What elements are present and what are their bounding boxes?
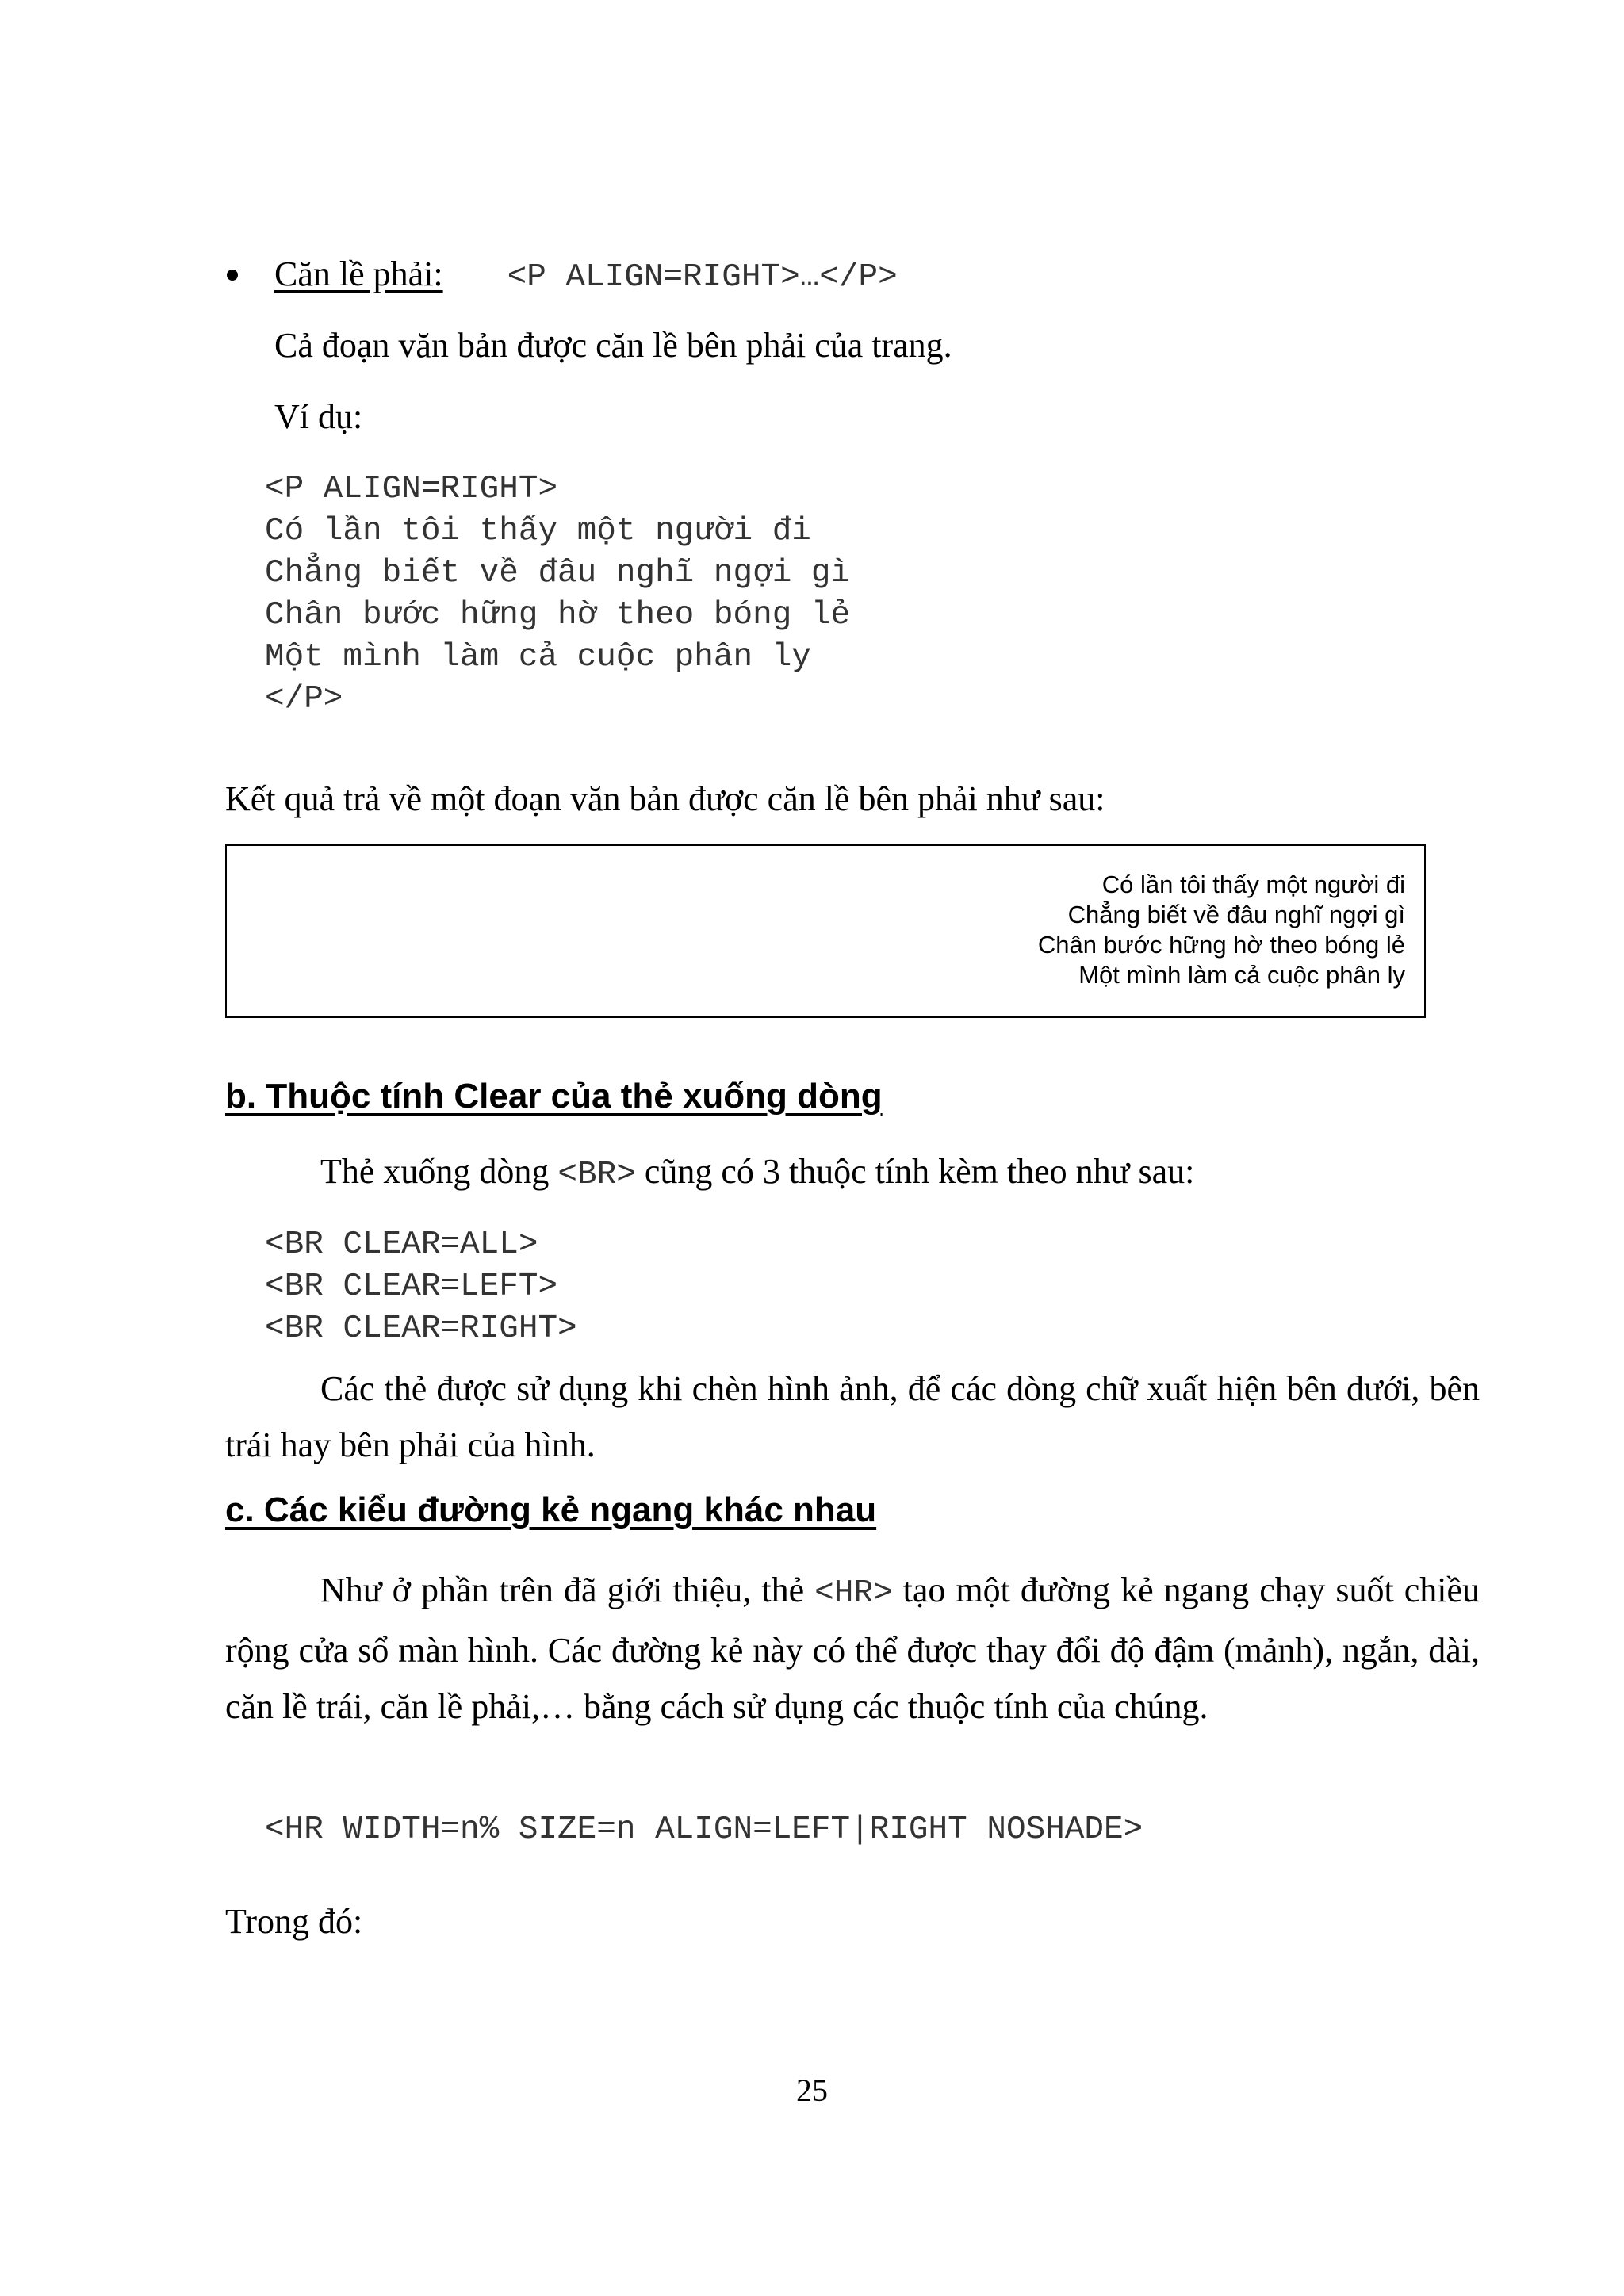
result-line: Chẳng biết về đâu nghĩ ngợi gì: [1067, 901, 1405, 928]
hr-tag: <HR>: [814, 1575, 893, 1612]
section-b-explanation: [225, 1360, 1480, 1473]
code-line: <BR CLEAR=ALL>: [265, 1226, 538, 1263]
section-b-explanation-text: Các thẻ được sử dụng khi chèn hình ảnh, để các dòng chữ xuất hiện bên dưới, bên trái hay bên phải của hình.: [225, 1369, 1480, 1464]
br-tag: <BR>: [557, 1157, 636, 1193]
where-label: Trong đó:: [225, 1902, 363, 1941]
right-align-description: Cả đoạn văn bản được căn lề bên phải của trang.: [274, 326, 952, 365]
right-align-tag: <P ALIGN=RIGHT>…</P>: [507, 259, 898, 296]
section-c-text-end: tạo một đường kẻ ngang chạy suốt chiều rộng cửa sổ màn hình. Các đường kẻ này có thể được thay đổi độ đậm (mảnh), ngắn, dài, căn lề trái, căn lề phải,… bằng cách sử dụng các thuộc tính của chúng.: [225, 1571, 1480, 1726]
code-line: <BR CLEAR=RIGHT>: [265, 1311, 577, 1347]
bullet-point: [227, 270, 238, 281]
example-label: Ví dụ:: [274, 397, 363, 436]
br-clear-code: [265, 1224, 577, 1350]
right-align-label: Căn lề phải:: [274, 254, 443, 293]
section-c-paragraph: [225, 1562, 1480, 1735]
result-line: Một mình làm cả cuộc phân ly: [1078, 961, 1405, 989]
code-line: <BR CLEAR=LEFT>: [265, 1269, 558, 1305]
section-b-intro-text-end: cũng có 3 thuộc tính kèm theo như sau:: [635, 1152, 1195, 1191]
code-line: <HR WIDTH=n% SIZE=n ALIGN=LEFT|RIGHT NOSHADE>: [265, 1812, 1143, 1848]
result-preview-text: [1038, 870, 1405, 990]
code-line: <P ALIGN=RIGHT>: [265, 471, 558, 507]
right-align-code-example: [265, 469, 850, 721]
right-align-line: [274, 254, 898, 297]
section-b-intro: [320, 1151, 1194, 1195]
result-preview-box: [225, 844, 1426, 1018]
section-b-heading: b. Thuộc tính Clear của thẻ xuống dòng: [225, 1077, 883, 1115]
page-number: 25: [796, 2072, 828, 2108]
result-intro: Kết quả trả về một đoạn văn bản được căn lề bên phải như sau:: [225, 779, 1105, 818]
section-b-intro-text: Thẻ xuống dòng: [320, 1152, 558, 1191]
code-line: Chẳng biết về đâu nghĩ ngợi gì: [265, 555, 851, 591]
hr-syntax: [265, 1809, 1143, 1851]
section-c-heading: c. Các kiểu đường kẻ ngang khác nhau: [225, 1490, 877, 1529]
code-line: Chân bước hững hờ theo bóng lẻ: [265, 597, 851, 633]
result-line: Chân bước hững hờ theo bóng lẻ: [1037, 931, 1405, 959]
section-c-text: Như ở phần trên đã giới thiệu, thẻ: [320, 1571, 815, 1609]
code-line: Một mình làm cả cuộc phân ly: [265, 639, 811, 675]
result-line: Có lần tôi thấy một người đi: [1101, 871, 1405, 898]
code-line: </P>: [265, 681, 343, 718]
code-line: Có lần tôi thấy một người đi: [265, 513, 811, 549]
